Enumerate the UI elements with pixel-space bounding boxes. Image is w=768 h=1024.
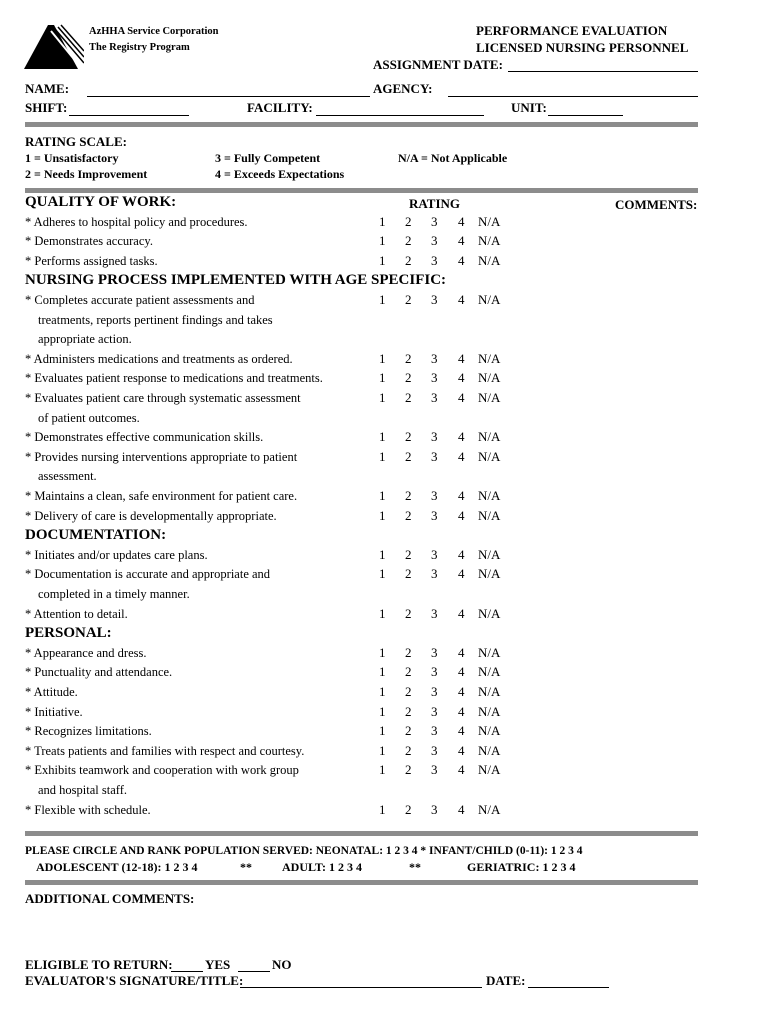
criterion-text: * Appearance and dress. [25,645,147,660]
rating-option[interactable]: N/A [478,762,501,778]
rating-option[interactable]: 4 [458,801,465,817]
rating-option[interactable]: 3 [431,742,438,758]
rating-option[interactable]: 3 [431,801,438,817]
rating-option[interactable]: 4 [458,762,465,778]
rating-column-header: RATING [409,196,461,211]
facility-field[interactable] [316,115,484,116]
rating-option[interactable]: 4 [458,723,465,739]
rating-option[interactable]: N/A [478,644,501,660]
rating-option[interactable]: 1 [379,723,386,739]
section-title: NURSING PROCESS IMPLEMENTED WITH AGE SPECIFIC: [25,272,447,289]
rating-option[interactable]: 4 [458,703,465,719]
rating-option[interactable]: 2 [405,801,412,817]
section-title: QUALITY OF WORK: [25,194,177,210]
scale-1: 1 = Unsatisfactory [25,151,119,165]
rating-option[interactable]: N/A [478,370,501,386]
criterion-text: * Attention to detail. [25,606,128,621]
facility-label: FACILITY: [247,100,313,115]
rating-option[interactable]: 4 [458,370,465,386]
rating-option[interactable]: 3 [431,233,438,249]
rating-option[interactable]: 2 [405,762,412,778]
rating-option[interactable]: 2 [405,723,412,739]
rating-option[interactable]: 2 [405,390,412,405]
rating-option[interactable]: 2 [405,448,412,464]
rating-option[interactable]: 1 [379,370,386,386]
population-separator: ** [240,860,252,874]
rating-option[interactable]: 3 [431,566,438,582]
rating-option[interactable]: 1 [379,605,386,621]
rating-option[interactable]: 1 [379,507,386,523]
rating-option[interactable]: 4 [458,448,465,464]
rating-option[interactable]: N/A [478,292,501,307]
criterion-text: * Initiative. [25,704,83,719]
rating-option[interactable]: 1 [379,644,386,660]
criterion-text: * Recognizes limitations. [25,724,152,739]
rating-option[interactable]: 4 [458,684,465,699]
agency-field[interactable] [448,96,698,97]
rating-option[interactable]: 3 [431,448,438,464]
rating-option[interactable]: 2 [405,742,412,758]
criterion-text: * Punctuality and attendance. [25,665,173,680]
rating-option[interactable]: N/A [478,703,501,719]
rating-option[interactable]: 4 [458,252,465,268]
criterion-text-continued: completed in a timely manner. [38,587,190,601]
criterion-text: * Attitude. [25,685,78,699]
criterion-text: * Flexible with schedule. [25,802,151,817]
rating-option[interactable]: 2 [405,292,412,307]
signature-field[interactable] [240,987,482,988]
shift-label: SHIFT: [25,100,68,115]
unit-field[interactable] [548,115,623,116]
rating-option[interactable]: 1 [379,390,386,405]
rating-option[interactable]: N/A [478,429,501,445]
rating-option[interactable]: 2 [405,684,412,699]
criterion-text: * Administers medications and treatments as ordered. [25,351,293,366]
rating-option[interactable]: 2 [405,644,412,660]
rating-option[interactable]: N/A [478,448,501,464]
assignment-date-label: ASSIGNMENT DATE: [373,57,503,72]
scale-2: 2 = Needs Improvement [25,167,148,181]
criterion-text: * Documentation is accurate and appropriate and [25,567,271,582]
rating-option[interactable]: 1 [379,292,386,307]
eligible-yes-field[interactable] [171,971,203,972]
rating-option[interactable]: 3 [431,429,438,445]
criterion-text: * Provides nursing interventions appropriate to patient [25,449,298,464]
rating-option[interactable]: 2 [405,605,412,621]
criterion-text: * Adheres to hospital policy and procedures. [25,214,248,229]
rating-scale-title: RATING SCALE: [25,134,127,149]
criterion-text: * Delivery of care is developmentally appropriate. [25,508,277,523]
eligible-label: ELIGIBLE TO RETURN: [25,957,173,972]
rating-option[interactable]: 2 [405,213,412,229]
rating-option[interactable]: 3 [431,644,438,660]
rating-option[interactable]: 3 [431,703,438,719]
criterion-text: * Evaluates patient care through systematic assessment [25,391,301,405]
rating-option[interactable]: 4 [458,213,465,229]
shift-field[interactable] [69,115,189,116]
rating-option[interactable]: N/A [478,233,501,249]
criterion-text: * Exhibits teamwork and cooperation with work group [25,763,299,778]
rating-option[interactable]: 1 [379,703,386,719]
criterion-text: * Maintains a clean, safe environment for patient care. [25,489,298,503]
population-geriatric: GERIATRIC: 1 2 3 4 [467,860,576,874]
section-title: PERSONAL: [25,625,112,642]
rating-option[interactable]: 2 [405,429,412,445]
rating-option[interactable]: N/A [478,252,501,268]
criterion-text: * Performs assigned tasks. [25,253,158,268]
rating-option[interactable]: 1 [379,762,386,778]
rating-option[interactable]: 4 [458,292,465,307]
name-field[interactable] [87,96,370,97]
rating-option[interactable]: 3 [431,664,438,680]
rating-option[interactable]: 1 [379,233,386,249]
rating-option[interactable]: 3 [431,488,438,503]
rating-option[interactable]: N/A [478,684,501,699]
org-program: The Registry Program [89,42,190,53]
rating-option[interactable]: 4 [458,350,465,366]
criterion-text: * Treats patients and families with respect and courtesy. [25,743,305,758]
rating-option[interactable]: 2 [405,566,412,582]
rating-option[interactable]: N/A [478,566,501,582]
eligible-no-label: NO [272,957,292,972]
rating-option[interactable]: 2 [405,370,412,386]
rating-option[interactable]: 3 [431,252,438,268]
rating-option[interactable]: N/A [478,742,501,758]
rating-option[interactable]: 3 [431,605,438,621]
rating-option[interactable]: 2 [405,507,412,523]
rating-option[interactable]: N/A [478,350,501,366]
rating-option[interactable]: N/A [478,507,501,523]
rating-option[interactable]: 4 [458,390,465,405]
rating-option[interactable]: 1 [379,429,386,445]
divider [25,122,698,127]
date-field[interactable] [528,987,609,988]
agency-label: AGENCY: [373,81,433,96]
criterion-text-continued: treatments, reports pertinent findings and takes [38,312,273,327]
rating-option[interactable]: N/A [478,213,501,229]
divider [25,831,698,836]
rating-option[interactable]: 1 [379,350,386,366]
rating-option[interactable]: 1 [379,448,386,464]
rating-option[interactable]: 4 [458,566,465,582]
criterion-text: * Demonstrates effective communication skills. [25,430,264,445]
signature-label: EVALUATOR'S SIGNATURE/TITLE: [25,973,244,988]
rating-option[interactable]: 1 [379,742,386,758]
rating-option[interactable]: 4 [458,644,465,660]
rating-option[interactable]: 3 [431,370,438,386]
rating-option[interactable]: 4 [458,233,465,249]
scale-4: 4 = Exceeds Expectations [215,167,345,181]
rating-option[interactable]: 1 [379,664,386,680]
unit-label: UNIT: [511,100,547,115]
rating-option[interactable]: 2 [405,233,412,249]
rating-option[interactable]: 4 [458,429,465,445]
criterion-text-continued: appropriate action. [38,332,132,347]
rating-option[interactable]: N/A [478,546,501,562]
rating-option[interactable]: 1 [379,684,386,699]
rating-option[interactable]: 1 [379,213,386,229]
rating-option[interactable]: 1 [379,546,386,562]
rating-option[interactable]: 4 [458,488,465,503]
rating-option[interactable]: 4 [458,605,465,621]
scale-3: 3 = Fully Competent [215,151,321,165]
population-adolescent: ADOLESCENT (12-18): 1 2 3 4 [36,860,198,874]
population-separator: ** [409,860,421,874]
population-adult: ADULT: 1 2 3 4 [282,860,363,874]
rating-option[interactable]: N/A [478,801,501,817]
org-name: AzHHA Service Corporation [89,26,219,37]
rating-option[interactable]: N/A [478,605,501,621]
criterion-text-continued: and hospital staff. [38,783,127,797]
criterion-text-continued: assessment. [38,469,97,484]
divider [25,880,698,885]
rating-option[interactable]: 4 [458,664,465,680]
rating-option[interactable]: 4 [458,546,465,562]
rating-option[interactable]: 3 [431,762,438,778]
criterion-text-continued: of patient outcomes. [38,410,140,425]
scale-na: N/A = Not Applicable [398,151,508,165]
eligible-yes-label: YES [205,957,231,972]
rating-option[interactable]: 2 [405,664,412,680]
rating-option[interactable]: 3 [431,546,438,562]
form-title: PERFORMANCE EVALUATION [476,23,668,38]
rating-option[interactable]: N/A [478,723,501,739]
assignment-date-field[interactable] [508,71,698,72]
additional-comments-label: ADDITIONAL COMMENTS: [25,891,195,906]
rating-option[interactable]: 3 [431,684,438,699]
rating-option[interactable]: 3 [431,213,438,229]
rating-option[interactable]: 1 [379,488,386,503]
criterion-text: * Completes accurate patient assessments and [25,293,255,307]
criterion-text: * Demonstrates accuracy. [25,234,153,249]
rating-option[interactable]: N/A [478,664,501,680]
rating-option[interactable]: 3 [431,507,438,523]
eligible-no-field[interactable] [238,971,270,972]
rating-option[interactable]: 3 [431,390,438,405]
rating-option[interactable]: 3 [431,723,438,739]
rating-option[interactable]: 1 [379,801,386,817]
section-title: DOCUMENTATION: [25,527,167,544]
rating-option[interactable]: 2 [405,546,412,562]
comments-column-header: COMMENTS: [615,197,698,212]
additional-comments-area[interactable] [25,907,698,951]
azhha-logo [24,23,84,69]
rating-option[interactable]: N/A [478,488,501,503]
rating-option[interactable]: 1 [379,566,386,582]
rating-option[interactable]: 3 [431,350,438,366]
rating-option[interactable]: 4 [458,742,465,758]
population-line: PLEASE CIRCLE AND RANK POPULATION SERVED: NEONATAL: 1 2 3 4 * INFANT/CHILD (0-11): 1 2 3 4 [25,845,583,857]
form-subtitle: LICENSED NURSING PERSONNEL [476,40,689,55]
rating-option[interactable]: 2 [405,252,412,268]
criterion-text: * Initiates and/or updates care plans. [25,547,208,562]
rating-option[interactable]: N/A [478,390,501,405]
rating-option[interactable]: 1 [379,252,386,268]
rating-option[interactable]: 2 [405,488,412,503]
name-label: NAME: [25,81,70,96]
rating-option[interactable]: 2 [405,350,412,366]
rating-option[interactable]: 4 [458,507,465,523]
rating-option[interactable]: 2 [405,703,412,719]
date-label: DATE: [486,973,526,988]
divider [25,188,698,193]
criterion-text: * Evaluates patient response to medications and treatments. [25,371,323,386]
rating-option[interactable]: 3 [431,292,438,307]
